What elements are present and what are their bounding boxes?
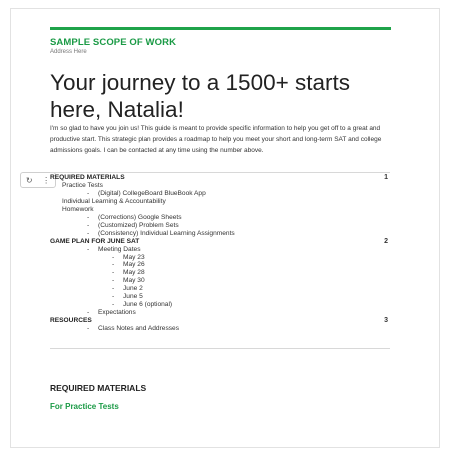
address-line: Address Here	[50, 49, 87, 55]
outline-text: (Consistency) Individual Learning Assignments	[98, 229, 235, 237]
outline-text: Homework	[62, 205, 94, 213]
section-subheading: For Practice Tests	[50, 402, 119, 411]
outline-item	[87, 246, 141, 253]
outline-item	[87, 190, 206, 197]
outline-text: Individual Learning & Accountability	[62, 197, 166, 205]
outline-item	[87, 214, 182, 221]
outline-text: May 30	[123, 277, 145, 285]
outline-item	[87, 325, 179, 332]
outline-text: Practice Tests	[62, 181, 103, 189]
outline-item	[87, 222, 179, 229]
embedded-outline	[50, 172, 390, 349]
outline-text: (Customized) Problem Sets	[98, 221, 179, 229]
outline-item	[112, 254, 145, 261]
outline-text: Class Notes and Addresses	[98, 325, 179, 333]
section-heading: REQUIRED MATERIALS	[50, 383, 147, 393]
brand-title: SAMPLE SCOPE OF WORK	[50, 37, 177, 48]
section-number-marker: 1	[384, 174, 388, 181]
outline-item	[112, 261, 145, 268]
page-title: Your journey to a 1500+ starts here, Natalia!	[50, 70, 350, 122]
bullet-dash: -	[87, 309, 90, 317]
outline-text: (Corrections) Google Sheets	[98, 213, 182, 221]
bullet-dash: -	[112, 285, 115, 293]
outline-text: GAME PLAN FOR JUNE SAT	[50, 237, 140, 245]
bullet-dash: -	[87, 213, 90, 221]
refresh-icon[interactable]: ↻	[25, 175, 33, 185]
outline-item	[112, 269, 145, 276]
section-number-marker: 2	[384, 237, 388, 245]
outline-item	[87, 309, 136, 316]
outline-heading	[50, 317, 92, 324]
section-number-marker: 3	[384, 317, 388, 325]
outline-text: Expectations	[98, 309, 136, 317]
bullet-dash: -	[112, 301, 115, 309]
outline-item	[62, 206, 94, 213]
outline-text: (Digital) CollegeBoard BlueBook App	[98, 189, 206, 197]
intro-paragraph: I'm so glad to have you join us! This guide is meant to provide specific information to help you get off to a great and productive start. This strategic plan provides a roadmap to help you meet your short and long-term SAT and college admissions goals. I can be contacted at any time using the number above.	[50, 125, 382, 154]
outline-item	[87, 230, 235, 237]
outline-text: REQUIRED MATERIALS	[50, 174, 125, 181]
outline-item	[112, 301, 172, 308]
outline-text: June 5	[123, 293, 143, 301]
outline-item	[62, 198, 166, 205]
outline-text: June 6 (optional)	[123, 301, 173, 309]
outline-text: May 23	[123, 253, 145, 261]
outline-item	[112, 285, 143, 292]
bullet-dash: -	[112, 269, 115, 277]
bullet-dash: -	[87, 325, 90, 333]
outline-item	[112, 293, 143, 300]
outline-heading	[50, 238, 139, 245]
outline-text: June 2	[123, 285, 143, 293]
bullet-dash: -	[87, 189, 90, 197]
bullet-dash: -	[112, 261, 115, 269]
header-rule	[50, 27, 391, 30]
outline-heading	[50, 174, 125, 181]
outline-item	[62, 182, 103, 189]
outline-text: Meeting Dates	[98, 245, 141, 253]
bullet-dash: -	[112, 253, 115, 261]
outline-text: May 26	[123, 261, 145, 269]
more-options-icon[interactable]: ⋮	[42, 175, 51, 185]
bullet-dash: -	[87, 221, 90, 229]
bullet-dash: -	[112, 293, 115, 301]
outline-item	[112, 277, 145, 284]
bullet-dash: -	[87, 229, 90, 237]
bullet-dash: -	[112, 277, 115, 285]
outline-text: RESOURCES	[50, 317, 92, 325]
bullet-dash: -	[87, 245, 90, 253]
outline-text: May 28	[123, 269, 145, 277]
